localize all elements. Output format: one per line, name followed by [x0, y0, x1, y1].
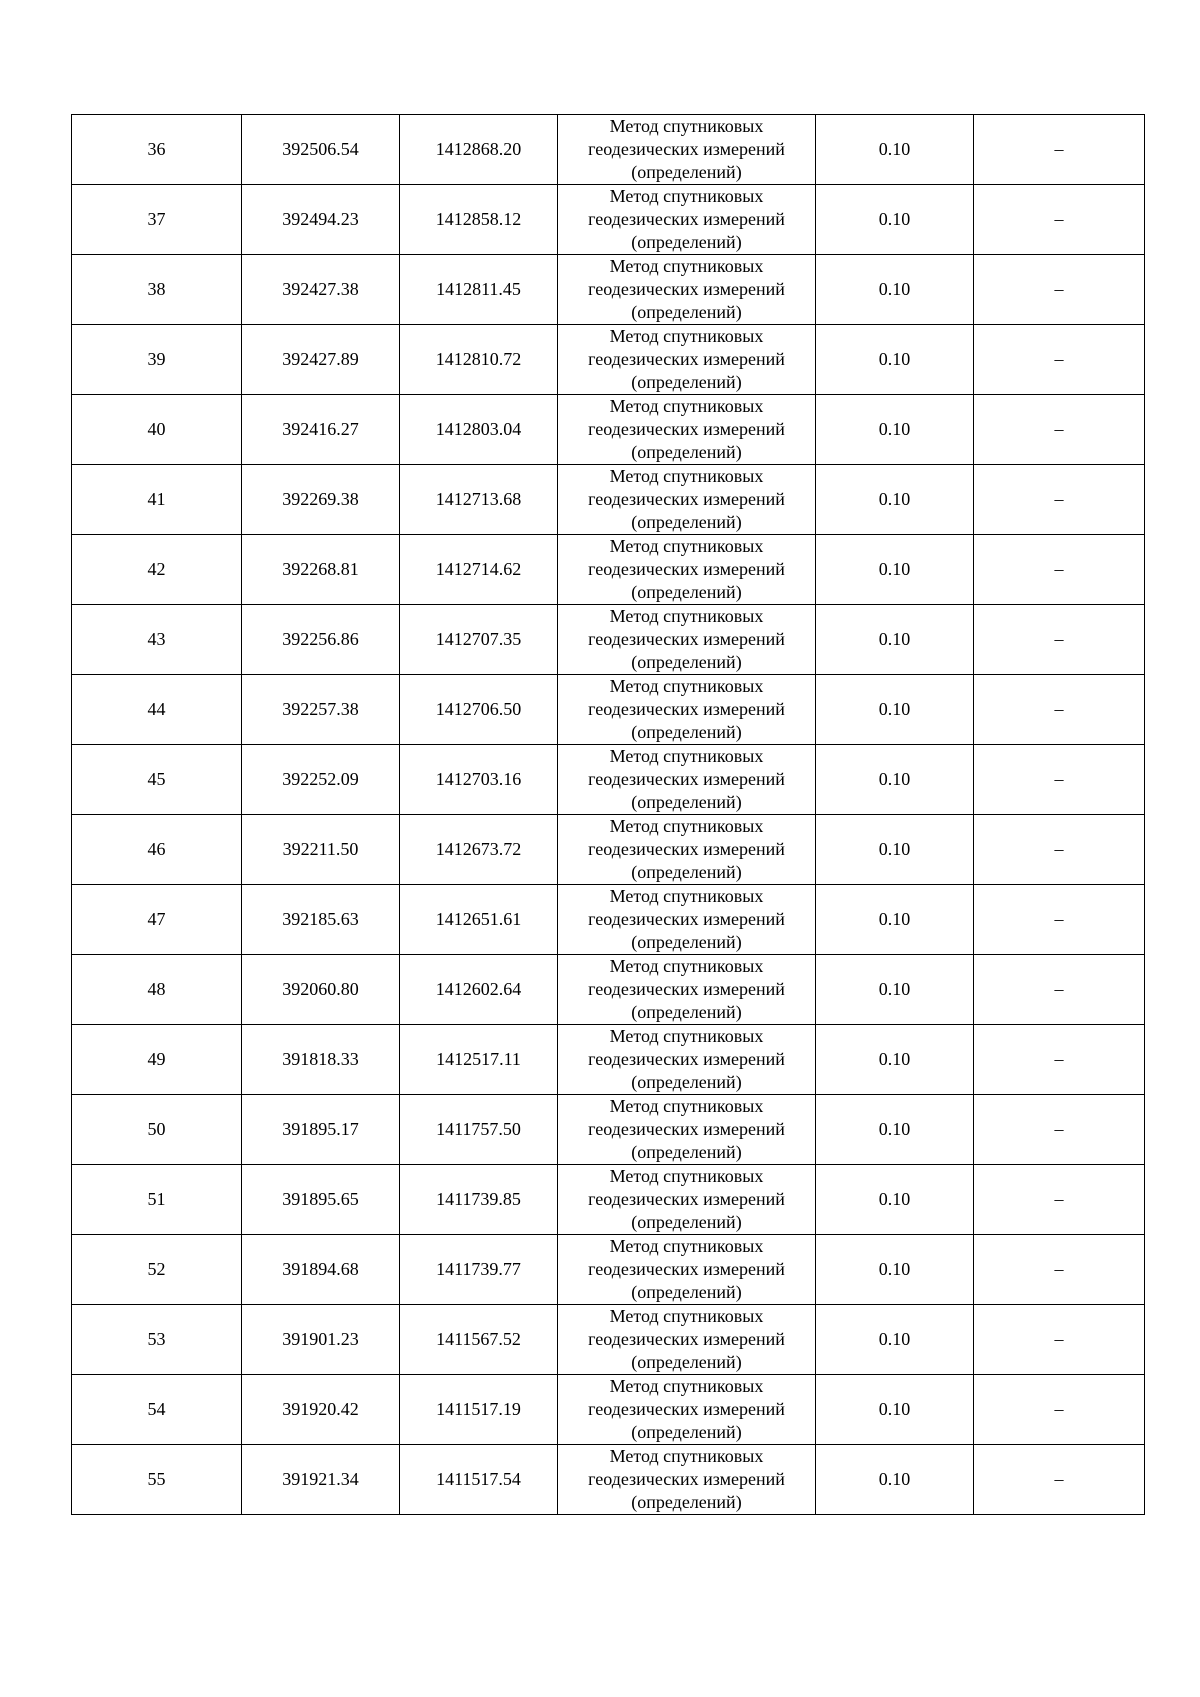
method-line: Метод спутниковых: [609, 1376, 764, 1396]
description-cell: –: [974, 1095, 1145, 1165]
method-line: геодезических измерений: [588, 349, 785, 369]
accuracy-cell: 0.10: [816, 1235, 974, 1305]
description-cell: –: [974, 1025, 1145, 1095]
table-row: [72, 1305, 1145, 1375]
point-number-cell: 51: [72, 1165, 242, 1235]
description-cell: –: [974, 675, 1145, 745]
table-row: [72, 535, 1145, 605]
table-row: [72, 885, 1145, 955]
method-cell: [558, 1235, 816, 1305]
description-cell: –: [974, 1375, 1145, 1445]
x-coordinate-cell: 391901.23: [242, 1305, 400, 1375]
method-cell: [558, 185, 816, 255]
method-line: Метод спутниковых: [609, 746, 764, 766]
method-cell: [558, 1095, 816, 1165]
description-cell: –: [974, 185, 1145, 255]
table-row: [72, 815, 1145, 885]
y-coordinate-cell: 1411757.50: [400, 1095, 558, 1165]
method-line: геодезических измерений: [588, 209, 785, 229]
method-cell: [558, 885, 816, 955]
method-line: Метод спутниковых: [609, 326, 764, 346]
method-line: (определений): [631, 302, 742, 322]
method-line: Метод спутниковых: [609, 1446, 764, 1466]
y-coordinate-cell: 1411517.54: [400, 1445, 558, 1515]
y-coordinate-cell: 1411517.19: [400, 1375, 558, 1445]
accuracy-cell: 0.10: [816, 1375, 974, 1445]
method-cell: [558, 1025, 816, 1095]
method-line: (определений): [631, 1422, 742, 1442]
method-line: (определений): [631, 722, 742, 742]
x-coordinate-cell: 392211.50: [242, 815, 400, 885]
method-line: геодезических измерений: [588, 1119, 785, 1139]
method-line: (определений): [631, 442, 742, 462]
accuracy-cell: 0.10: [816, 1025, 974, 1095]
accuracy-cell: 0.10: [816, 395, 974, 465]
y-coordinate-cell: 1412673.72: [400, 815, 558, 885]
point-number-cell: 37: [72, 185, 242, 255]
method-line: геодезических измерений: [588, 279, 785, 299]
method-line: геодезических измерений: [588, 1049, 785, 1069]
method-line: Метод спутниковых: [609, 116, 764, 136]
accuracy-cell: 0.10: [816, 675, 974, 745]
point-number-cell: 39: [72, 325, 242, 395]
description-cell: –: [974, 465, 1145, 535]
method-cell: [558, 1305, 816, 1375]
x-coordinate-cell: 392256.86: [242, 605, 400, 675]
method-cell: [558, 745, 816, 815]
accuracy-cell: 0.10: [816, 815, 974, 885]
x-coordinate-cell: 392269.38: [242, 465, 400, 535]
x-coordinate-cell: 391894.68: [242, 1235, 400, 1305]
method-line: Метод спутниковых: [609, 956, 764, 976]
description-cell: –: [974, 605, 1145, 675]
y-coordinate-cell: 1412707.35: [400, 605, 558, 675]
x-coordinate-cell: 391818.33: [242, 1025, 400, 1095]
description-cell: –: [974, 1445, 1145, 1515]
method-cell: [558, 325, 816, 395]
method-cell: [558, 1165, 816, 1235]
accuracy-cell: 0.10: [816, 255, 974, 325]
method-cell: [558, 1445, 816, 1515]
accuracy-cell: 0.10: [816, 115, 974, 185]
point-number-cell: 36: [72, 115, 242, 185]
table-row: [72, 185, 1145, 255]
x-coordinate-cell: 392252.09: [242, 745, 400, 815]
y-coordinate-cell: 1411567.52: [400, 1305, 558, 1375]
accuracy-cell: 0.10: [816, 1165, 974, 1235]
method-line: геодезических измерений: [588, 909, 785, 929]
accuracy-cell: 0.10: [816, 745, 974, 815]
method-line: (определений): [631, 792, 742, 812]
y-coordinate-cell: 1412602.64: [400, 955, 558, 1025]
x-coordinate-cell: 391895.17: [242, 1095, 400, 1165]
method-line: (определений): [631, 582, 742, 602]
method-line: (определений): [631, 652, 742, 672]
accuracy-cell: 0.10: [816, 1445, 974, 1515]
x-coordinate-cell: 392185.63: [242, 885, 400, 955]
method-cell: [558, 815, 816, 885]
y-coordinate-cell: 1412703.16: [400, 745, 558, 815]
y-coordinate-cell: 1412810.72: [400, 325, 558, 395]
method-line: геодезических измерений: [588, 489, 785, 509]
method-cell: [558, 605, 816, 675]
point-number-cell: 42: [72, 535, 242, 605]
point-number-cell: 47: [72, 885, 242, 955]
point-number-cell: 53: [72, 1305, 242, 1375]
point-number-cell: 44: [72, 675, 242, 745]
description-cell: –: [974, 255, 1145, 325]
accuracy-cell: 0.10: [816, 955, 974, 1025]
method-cell: [558, 675, 816, 745]
coordinates-table-body: [72, 115, 1145, 1515]
table-row: [72, 1375, 1145, 1445]
point-number-cell: 45: [72, 745, 242, 815]
x-coordinate-cell: 391895.65: [242, 1165, 400, 1235]
method-line: Метод спутниковых: [609, 256, 764, 276]
description-cell: –: [974, 535, 1145, 605]
y-coordinate-cell: 1412868.20: [400, 115, 558, 185]
point-number-cell: 54: [72, 1375, 242, 1445]
y-coordinate-cell: 1411739.85: [400, 1165, 558, 1235]
table-row: [72, 255, 1145, 325]
method-cell: [558, 115, 816, 185]
x-coordinate-cell: 392268.81: [242, 535, 400, 605]
point-number-cell: 55: [72, 1445, 242, 1515]
method-line: геодезических измерений: [588, 559, 785, 579]
method-line: геодезических измерений: [588, 1189, 785, 1209]
table-row: [72, 115, 1145, 185]
method-cell: [558, 535, 816, 605]
method-line: Метод спутниковых: [609, 606, 764, 626]
description-cell: –: [974, 1165, 1145, 1235]
accuracy-cell: 0.10: [816, 325, 974, 395]
point-number-cell: 52: [72, 1235, 242, 1305]
method-cell: [558, 955, 816, 1025]
method-line: Метод спутниковых: [609, 1026, 764, 1046]
point-number-cell: 41: [72, 465, 242, 535]
method-line: геодезических измерений: [588, 629, 785, 649]
y-coordinate-cell: 1411739.77: [400, 1235, 558, 1305]
point-number-cell: 50: [72, 1095, 242, 1165]
method-line: геодезических измерений: [588, 699, 785, 719]
x-coordinate-cell: 391920.42: [242, 1375, 400, 1445]
method-line: Метод спутниковых: [609, 536, 764, 556]
description-cell: –: [974, 745, 1145, 815]
method-line: (определений): [631, 372, 742, 392]
table-row: [72, 1235, 1145, 1305]
point-number-cell: 40: [72, 395, 242, 465]
method-line: (определений): [631, 862, 742, 882]
method-line: (определений): [631, 1352, 742, 1372]
x-coordinate-cell: 392427.89: [242, 325, 400, 395]
method-cell: [558, 395, 816, 465]
method-line: геодезических измерений: [588, 1259, 785, 1279]
method-line: (определений): [631, 1002, 742, 1022]
y-coordinate-cell: 1412713.68: [400, 465, 558, 535]
method-line: (определений): [631, 1212, 742, 1232]
method-line: геодезических измерений: [588, 139, 785, 159]
method-line: Метод спутниковых: [609, 1166, 764, 1186]
method-line: геодезических измерений: [588, 419, 785, 439]
method-line: Метод спутниковых: [609, 676, 764, 696]
description-cell: –: [974, 1235, 1145, 1305]
table-row: [72, 395, 1145, 465]
method-cell: [558, 1375, 816, 1445]
y-coordinate-cell: 1412811.45: [400, 255, 558, 325]
method-line: (определений): [631, 1072, 742, 1092]
y-coordinate-cell: 1412858.12: [400, 185, 558, 255]
point-number-cell: 38: [72, 255, 242, 325]
method-cell: [558, 465, 816, 535]
method-line: геодезических измерений: [588, 769, 785, 789]
method-line: геодезических измерений: [588, 1329, 785, 1349]
description-cell: –: [974, 885, 1145, 955]
description-cell: –: [974, 325, 1145, 395]
method-line: (определений): [631, 1142, 742, 1162]
x-coordinate-cell: 392257.38: [242, 675, 400, 745]
table-row: [72, 1445, 1145, 1515]
coordinates-table: [71, 114, 1145, 1515]
table-row: [72, 1095, 1145, 1165]
y-coordinate-cell: 1412803.04: [400, 395, 558, 465]
y-coordinate-cell: 1412706.50: [400, 675, 558, 745]
accuracy-cell: 0.10: [816, 465, 974, 535]
table-row: [72, 325, 1145, 395]
method-line: (определений): [631, 162, 742, 182]
table-row: [72, 675, 1145, 745]
method-line: Метод спутниковых: [609, 1236, 764, 1256]
accuracy-cell: 0.10: [816, 885, 974, 955]
table-row: [72, 745, 1145, 815]
method-line: геодезических измерений: [588, 1399, 785, 1419]
method-line: Метод спутниковых: [609, 186, 764, 206]
x-coordinate-cell: 392427.38: [242, 255, 400, 325]
method-line: (определений): [631, 1282, 742, 1302]
method-line: Метод спутниковых: [609, 886, 764, 906]
description-cell: –: [974, 115, 1145, 185]
point-number-cell: 48: [72, 955, 242, 1025]
y-coordinate-cell: 1412517.11: [400, 1025, 558, 1095]
point-number-cell: 46: [72, 815, 242, 885]
method-line: (определений): [631, 232, 742, 252]
accuracy-cell: 0.10: [816, 1305, 974, 1375]
accuracy-cell: 0.10: [816, 185, 974, 255]
description-cell: –: [974, 1305, 1145, 1375]
x-coordinate-cell: 392416.27: [242, 395, 400, 465]
accuracy-cell: 0.10: [816, 1095, 974, 1165]
point-number-cell: 49: [72, 1025, 242, 1095]
table-row: [72, 465, 1145, 535]
method-line: Метод спутниковых: [609, 816, 764, 836]
method-line: геодезических измерений: [588, 839, 785, 859]
method-line: Метод спутниковых: [609, 396, 764, 416]
accuracy-cell: 0.10: [816, 535, 974, 605]
accuracy-cell: 0.10: [816, 605, 974, 675]
table-row: [72, 605, 1145, 675]
method-line: Метод спутниковых: [609, 1096, 764, 1116]
table-row: [72, 955, 1145, 1025]
x-coordinate-cell: 392506.54: [242, 115, 400, 185]
method-line: геодезических измерений: [588, 979, 785, 999]
table-row: [72, 1025, 1145, 1095]
method-line: (определений): [631, 512, 742, 532]
y-coordinate-cell: 1412714.62: [400, 535, 558, 605]
method-line: Метод спутниковых: [609, 1306, 764, 1326]
description-cell: –: [974, 955, 1145, 1025]
y-coordinate-cell: 1412651.61: [400, 885, 558, 955]
method-line: Метод спутниковых: [609, 466, 764, 486]
method-cell: [558, 255, 816, 325]
x-coordinate-cell: 392060.80: [242, 955, 400, 1025]
method-line: (определений): [631, 1492, 742, 1512]
method-line: геодезических измерений: [588, 1469, 785, 1489]
description-cell: –: [974, 815, 1145, 885]
description-cell: –: [974, 395, 1145, 465]
table-row: [72, 1165, 1145, 1235]
x-coordinate-cell: 391921.34: [242, 1445, 400, 1515]
point-number-cell: 43: [72, 605, 242, 675]
x-coordinate-cell: 392494.23: [242, 185, 400, 255]
method-line: (определений): [631, 932, 742, 952]
